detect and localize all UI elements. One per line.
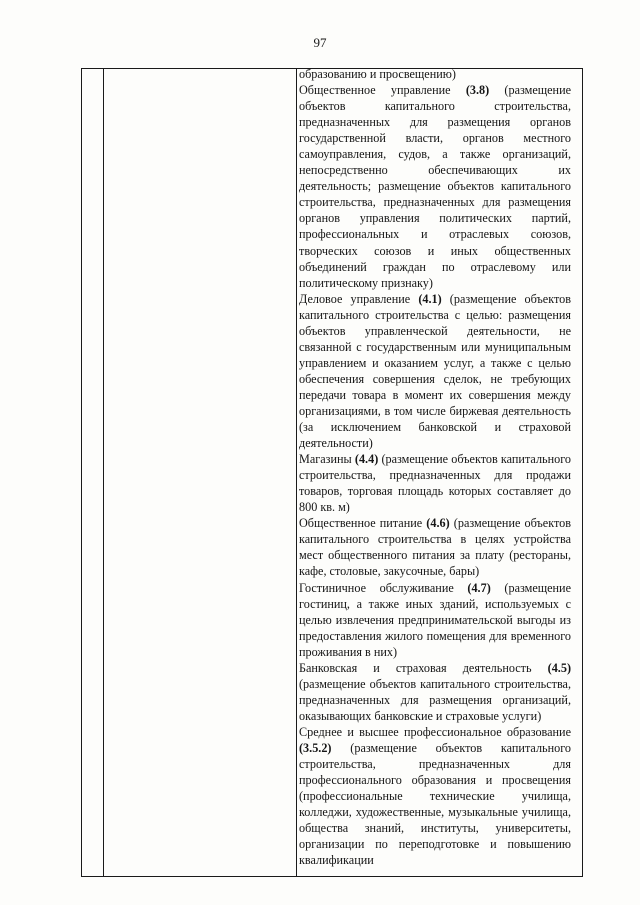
column-divider-2 (296, 69, 297, 876)
page-number: 97 (313, 35, 327, 50)
text-block-shops: Магазины (4.4) (размещение объектов капитального строительства, предназначенных для продажи товаров, торговая площадь которых составляет до 800 кв. м) (299, 452, 571, 515)
document-table (81, 68, 583, 877)
text-block-public-administration: Общественное управление (3.8) (размещение объектов капитального строительства, предназначенных для размещения органов государственной власти, органов местного самоуправления, судов, а также организаций, непосредственно обеспечивающих их деятельность; размещение объектов капитального строительства, предназначенных для размещения органов управления политических партий, профессиональных и отраслевых союзов, творческих союзов и иных общественных объединений граждан по отраслевому или политическому признаку) (299, 83, 571, 290)
text-block-business-administration: Деловое управление (4.1) (размещение объектов капитального строительства с целью: размещения объектов управленческой деятельности, не связанной с государственным или муниципальным управлением и оказанием услуг, а также с целью обеспечения совершения сделок, не требующих передачи товара в момент их совершения между организациями, в том числе биржевая деятельность (за исключением банковской и страховой деятельности) (299, 291, 571, 451)
permitted-use-text (299, 66, 571, 868)
text-block-public-catering: Общественное питание (4.6) (размещение объектов капитального строительства в целях устройства мест общественного питания за плату (рестораны, кафе, столовые, закусочные, бары) (299, 516, 571, 579)
column-divider-1 (103, 69, 104, 876)
text-block-hotel-services: Гостиничное обслуживание (4.7) (размещение гостиниц, а также иных зданий, используемых с целью извлечения предпринимательской выгоды из предоставления жилого помещения для временного проживания в них) (299, 580, 571, 659)
text-block-professional-education: Среднее и высшее профессиональное образование (3.5.2) (размещение объектов капитального строительства, предназначенных для профессионального образования и просвещения (профессиональные технические училища, колледжи, художественные, музыкальные училища, общества знаний, институты, университеты, организации по переподготовке и повышению квалификации (299, 724, 571, 868)
text-block-banking-insurance: Банковская и страховая деятельность (4.5) (размещение объектов капитального строительства, предназначенных для размещения организаций, оказывающих банковские и страховые услуги) (299, 660, 572, 723)
text-block-continuation: образованию и просвещению) (299, 67, 456, 81)
